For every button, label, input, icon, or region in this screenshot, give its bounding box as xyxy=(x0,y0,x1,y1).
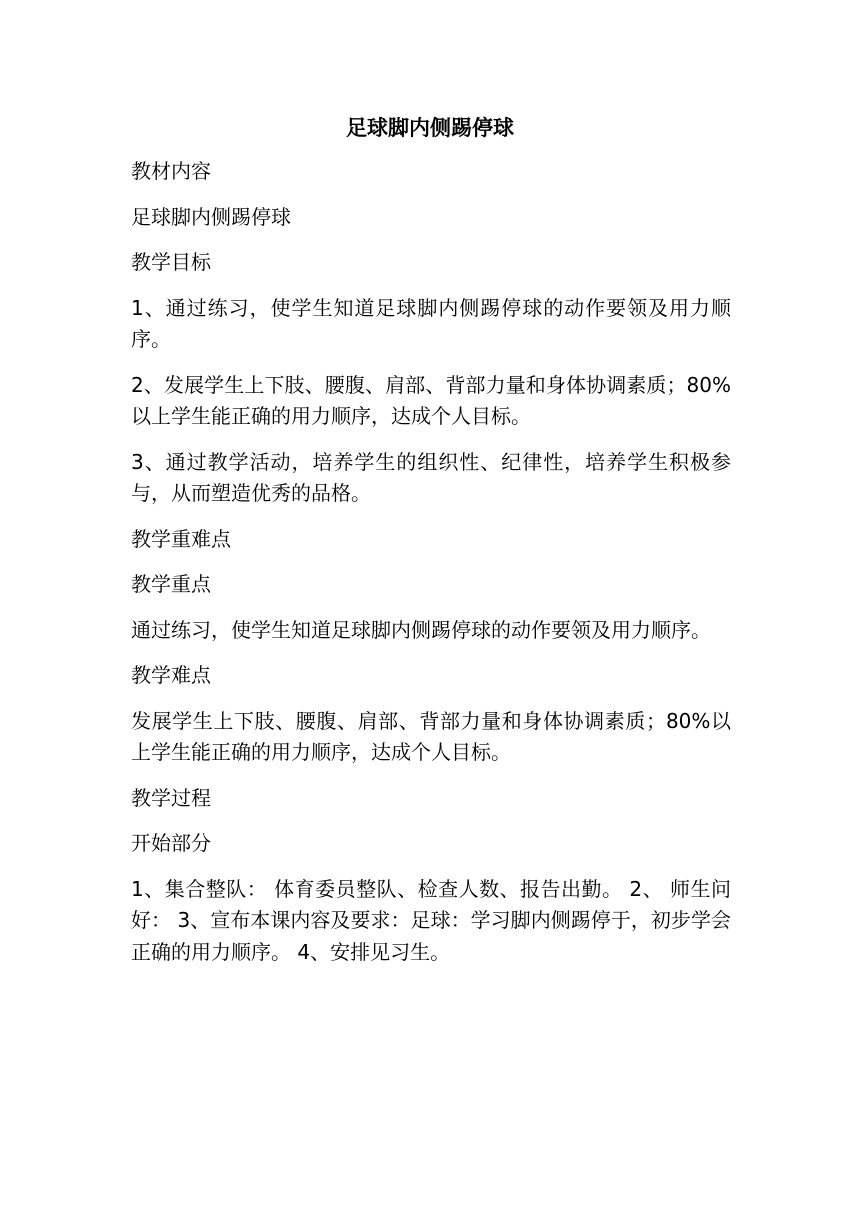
body-paragraph: 3、通过教学活动，培养学生的组织性、纪律性，培养学生积极参与，从而塑造优秀的品格。 xyxy=(131,449,731,505)
section-heading: 教学重点 xyxy=(131,572,211,596)
section-heading: 教学目标 xyxy=(131,250,211,274)
body-paragraph: 足球脚内侧踢停球 xyxy=(131,204,291,229)
document-title: 足球脚内侧踢停球 xyxy=(346,116,514,140)
section-heading: 教学过程 xyxy=(131,785,211,810)
section-heading: 教材内容 xyxy=(131,159,211,183)
body-paragraph: 1、通过练习，使学生知道足球脚内侧踢停球的动作要领及用力顺序。 xyxy=(131,295,731,351)
section-heading: 教学难点 xyxy=(131,663,211,687)
section-heading: 教学重难点 xyxy=(131,526,231,551)
body-paragraph: 1、集合整队： 体育委员整队、检查人数、报告出勤。 2、 师生问好： 3、宣布本课内容及要求：足球：学习脚内侧踢停于，初步学会正确的用力顺序。 4、安排见习生。 xyxy=(131,876,731,964)
document-body xyxy=(131,156,731,968)
body-paragraph: 通过练习，使学生知道足球脚内侧踢停球的动作要领及用力顺序。 xyxy=(131,617,711,642)
body-paragraph: 2、发展学生上下肢、腰腹、肩部、背部力量和身体协调素质；80%以上学生能正确的用力顺序，达成个人目标。 xyxy=(131,372,731,428)
body-paragraph: 发展学生上下肢、腰腹、肩部、背部力量和身体协调素质；80%以上学生能正确的用力顺序，达成个人目标。 xyxy=(131,708,731,764)
section-heading: 开始部分 xyxy=(131,831,211,855)
